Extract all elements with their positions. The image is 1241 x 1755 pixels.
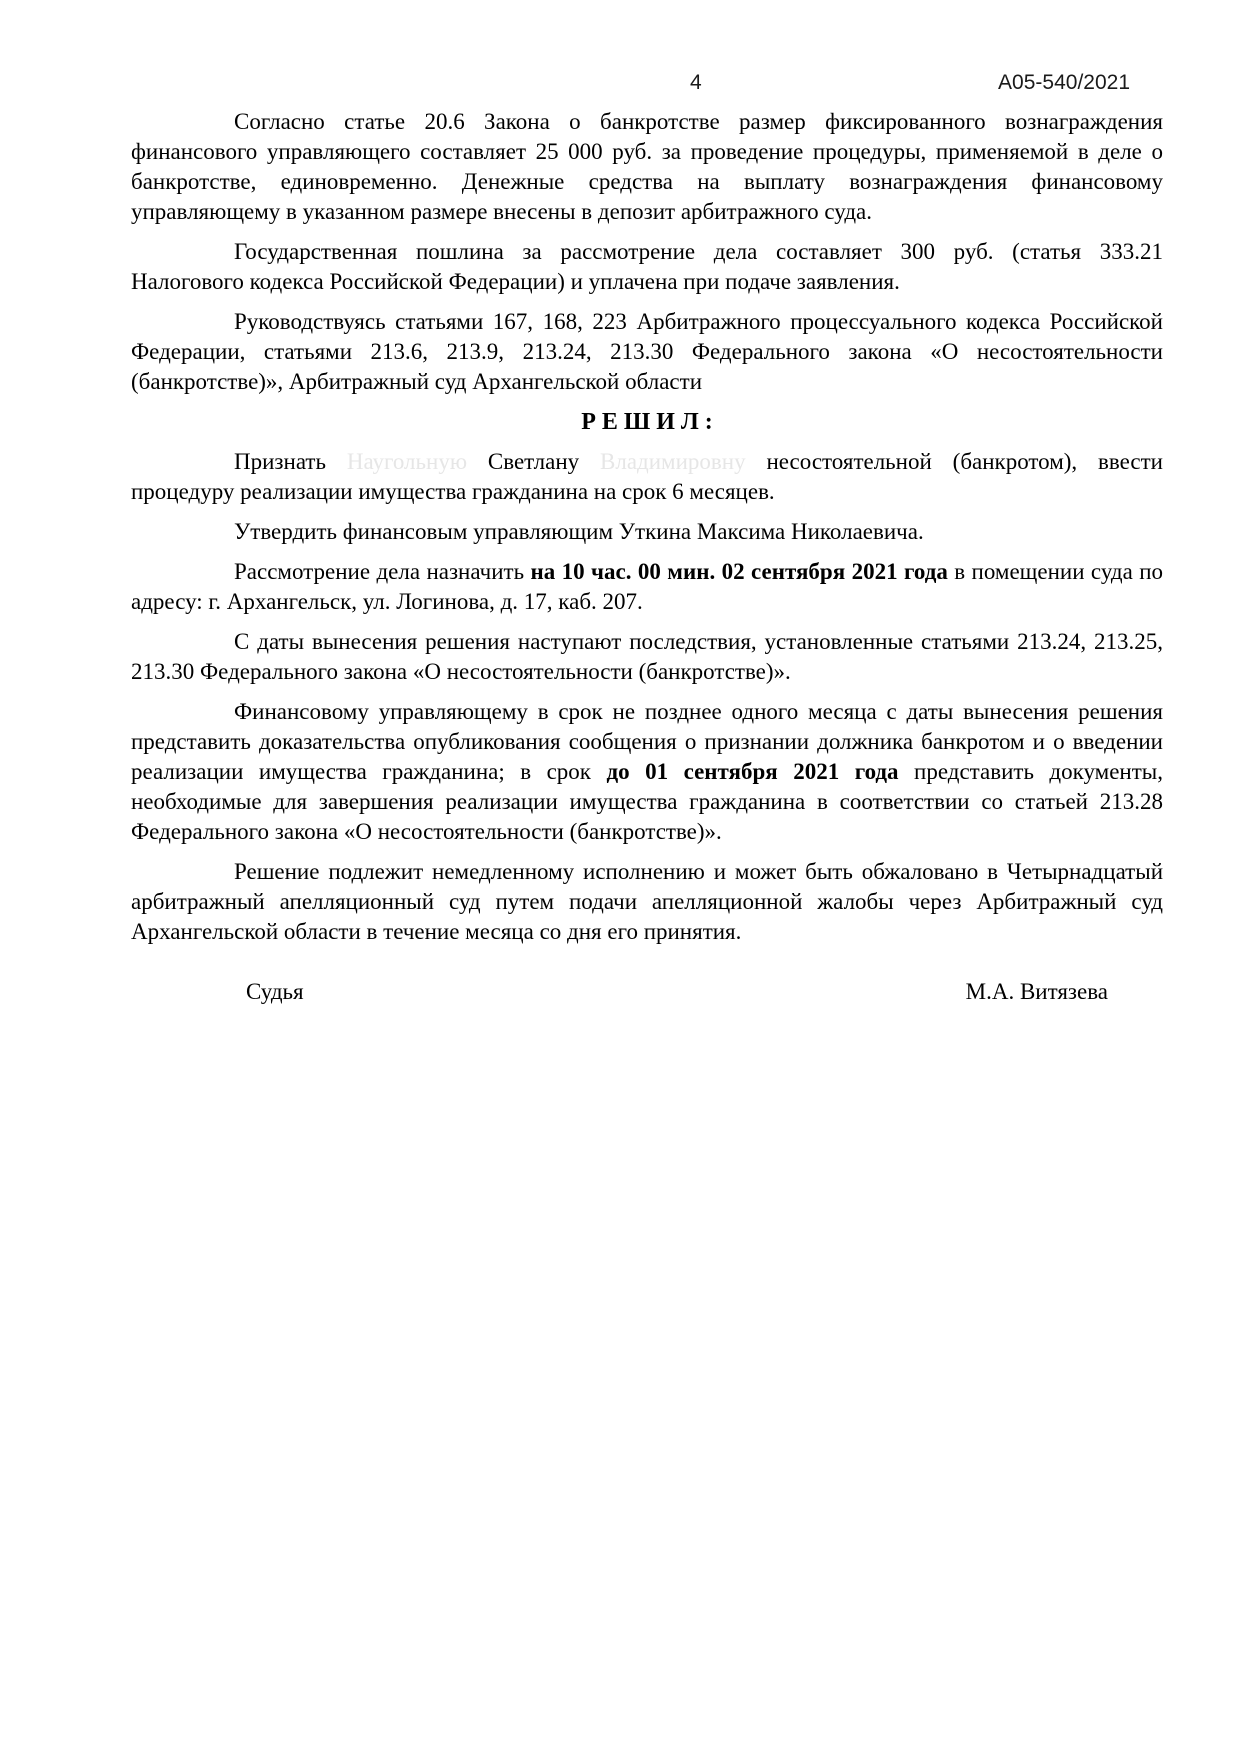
case-number: А05-540/2021 [998,71,1130,94]
document-body [131,107,1163,1007]
paragraph-consequences: С даты вынесения решения наступают последствия, установленные статьями 213.24, 213.25, 213.30 Федерального закона «О несостоятельности (банкротстве)». [131,629,1163,684]
duties-deadline-bold: до 01 сентября 2021 года [606,759,899,784]
duties-text-rest: представить документы, необходимые для завершения реализации имущества гражданина в соответствии со статьей 213.28 Федерального закона «О несостоятельности (банкротстве)». [131,759,1163,844]
paragraph-manager-duties [131,697,1163,847]
debtor-patronymic-faded: Владимировну [600,449,746,474]
paragraph-appeal: Решение подлежит немедленному исполнению и может быть обжаловано в Четырнадцатый арбитражный апелляционный суд путем подачи апелляционной жалобы через Арбитражный суд Архангельской области в течение месяца со дня его принятия. [131,859,1163,944]
paragraph-hearing-date [131,557,1163,617]
declare-text: Признать [234,449,347,474]
paragraph-remuneration: Согласно статье 20.6 Закона о банкротстве размер фиксированного вознаграждения финансового управляющего составляет 25 000 руб. за проведение процедуры, применяемой в деле о банкротстве, единовременно. Денежные средства на выплату вознаграждения финансовому управляющему в указанном размере внесены в депозит арбитражного суда. [131,109,1163,224]
debtor-firstname: Светлану [467,449,601,474]
judge-label: Судья [246,979,304,1004]
judge-name: М.А. Витязева [965,979,1108,1004]
hearing-address: в помещении суда по адресу: г. Архангельск, ул. Логинова, д. 17, каб. 207. [131,559,1163,614]
paragraph-appoint-manager: Утвердить финансовым управляющим Уткина Максима Николаевича. [234,519,924,544]
decision-heading: Р Е Ш И Л : [581,409,713,435]
page-header [0,70,1241,96]
hearing-datetime-bold: на 10 час. 00 мин. 02 сентября 2021 года [530,559,948,584]
hearing-text: Рассмотрение дела назначить [234,559,531,584]
declare-text-rest: несостоятельной (банкротом), ввести процедуру реализации имущества гражданина на срок 6 месяцев. [131,449,1163,504]
page-number: 4 [690,71,702,94]
signature-row [131,977,1163,1007]
paragraph-declare-bankrupt [131,447,1163,507]
debtor-surname-faded: Наугольную [346,449,468,474]
paragraph-legal-basis: Руководствуясь статьями 167, 168, 223 Арбитражного процессуального кодекса Российской Федерации, статьями 213.6, 213.9, 213.24, 213.30 Федерального закона «О несостоятельности (банкротстве)», Арбитражный суд Архангельской области [131,309,1163,394]
duties-text: Финансовому управляющему в срок не позднее одного месяца с даты вынесения решения представить доказательства опубликования сообщения о признании должника банкротом и о введении реализации имущества гражданина; в срок [131,699,1163,784]
paragraph-state-duty: Государственная пошлина за рассмотрение дела составляет 300 руб. (статья 333.21 Налогового кодекса Российской Федерации) и уплачена при подаче заявления. [131,239,1163,294]
